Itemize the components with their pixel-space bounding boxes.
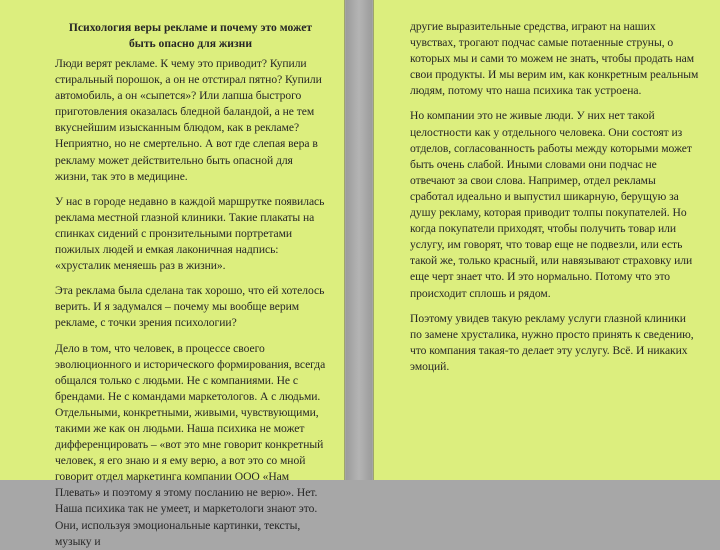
left-page bbox=[0, 0, 345, 548]
paragraph: Поэтому увидев такую рекламу услуги глазной клиники по замене хрусталика, нужно просто принять к сведению, что компания такая-то делает эту услугу. Всё. И никаких эмоций. bbox=[410, 311, 694, 373]
right-page bbox=[373, 0, 720, 480]
page-gutter bbox=[346, 0, 372, 480]
document-title: Психология веры рекламе и почему это может быть опасно для жизни bbox=[68, 21, 313, 50]
paragraph: другие выразительные средства, играют на наших чувствах, трогают подчас самые потаенные струны, о которых мы и сами то можем не знать, чтобы продать нам свои продукты. И мы верим им, как конкретным реальным людям, потому что наша психика так устроена. bbox=[410, 20, 699, 98]
paragraph: Люди верят рекламе. К чему это приводит? Купили стиральный порошок, а он не отстирал пятно? Купили автомобиль, а он «сыпется»? Или лапша быстрого приготовления оказалась бледной баландой, а не тем вкуснейшим изысканным блюдом, как в рекламе? Неприятно, но не смертельно. А вот где слепая вера в рекламу может действительно быть опасной для жизни, так это в медицине. bbox=[55, 57, 322, 183]
paragraph: Дело в том, что человек, в процессе своего эволюционного и исторического формирования, всегда общался только с людьми. Не с компаниями. Не с брендами. Не с командами маркетологов. А с людьми. Отдельными, конкретными, живыми, чувствующими, такими же как он людьми. Наша психика не может дифференцировать – «вот это мне говорит конкретный человек, я его знаю и я ему верю, а вот это со мной говорит отдел маркетинга компании ООО «Нам Плевать» и поэтому я этому посланию не верю». Нет. Наша психика так не умеет, и маркетологи знают это. Они, используя эмоциональные картинки, тексты, музыку и bbox=[55, 341, 326, 548]
paragraph: Но компании это не живые люди. У них нет такой целостности как у отдельного человека. Они состоят из отделов, согласованность работы между которыми может быть очень слабой. Иными словами они подчас не отвечают за свои слова. Например, отдел рекламы сработал идеально и выпустил шикарную, берущую за душу рекламу, которая приводит толпы покупателей. Но когда покупатели приходят, чтобы получить товар или услугу, им говорят, что товар еще не подвезли, или есть такой же, только красный, или навязывают страховку или еще черт знает что. И это нормально. Потому что это происходит сплошь и рядом. bbox=[410, 109, 693, 300]
paragraph: Эта реклама была сделана так хорошо, что ей хотелось верить. И я задумался – почему мы вообще верим рекламе, с точки зрения психологии? bbox=[55, 284, 325, 330]
paragraph: У нас в городе недавно в каждой маршрутке появилась реклама местной глазной клиники. Такие плакаты на спинках сидений с пронзительными портретами пожилых людей и емкая лаконичная надпись: «хрусталик меняешь раз в жизни». bbox=[55, 194, 325, 273]
